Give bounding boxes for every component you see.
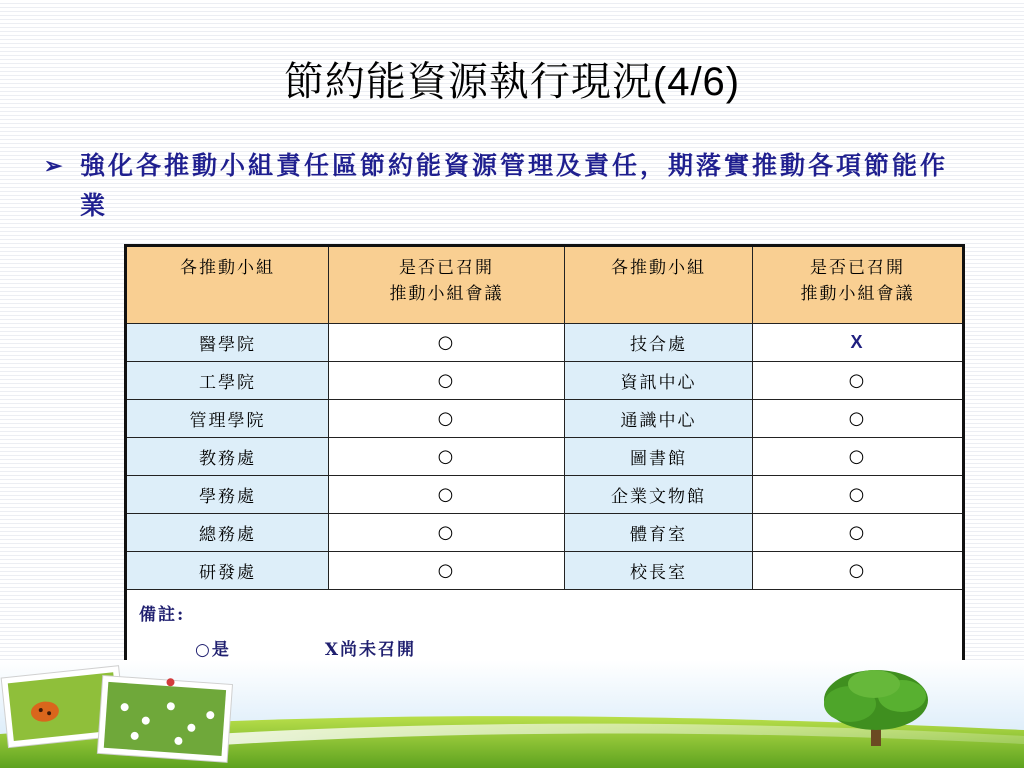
table-row <box>126 324 964 362</box>
meeting-status: ○ <box>329 324 565 362</box>
dept-name: 通識中心 <box>565 400 753 438</box>
dept-name: 學務處 <box>126 476 329 514</box>
header-label: 各推動小組 <box>180 258 275 278</box>
dept-name: 體育室 <box>565 514 753 552</box>
bullet-point <box>44 146 974 226</box>
table-header-row <box>126 246 964 324</box>
meeting-status: ○ <box>753 400 964 438</box>
header-cell <box>753 246 964 324</box>
table-row <box>126 552 964 590</box>
header-label: 推動小組會議 <box>800 284 915 304</box>
dept-name: 醫學院 <box>126 324 329 362</box>
table-row <box>126 476 964 514</box>
table-row <box>126 438 964 476</box>
meeting-status: ○ <box>329 476 565 514</box>
meeting-status: ○ <box>329 400 565 438</box>
bullet-text: 強化各推動小組責任區節約能資源管理及責任，期落實推動各項節能作業 <box>80 151 949 220</box>
slide-title-number: (4/6) <box>652 60 741 104</box>
legend-no: X尚未召開 <box>324 640 417 660</box>
note-title: 備註: <box>139 605 186 625</box>
meeting-status: ○ <box>329 438 565 476</box>
dept-name: 研發處 <box>126 552 329 590</box>
arrow-bullet-icon: ➢ <box>44 153 66 179</box>
committee-meeting-table <box>124 244 965 683</box>
table-row <box>126 362 964 400</box>
dept-name: 校長室 <box>565 552 753 590</box>
decorative-footer <box>0 660 1024 768</box>
meeting-status: ○ <box>753 476 964 514</box>
header-label: 各推動小組 <box>611 258 706 278</box>
meeting-status: X <box>753 324 964 362</box>
meeting-status: ○ <box>753 438 964 476</box>
dept-name: 企業文物館 <box>565 476 753 514</box>
dept-name: 教務處 <box>126 438 329 476</box>
nature-banner-illustration <box>0 660 1024 768</box>
daisy-field-photo <box>97 673 232 762</box>
slide-title <box>0 50 1024 107</box>
meeting-status: ○ <box>329 552 565 590</box>
dept-name: 總務處 <box>126 514 329 552</box>
header-cell <box>126 246 329 324</box>
meeting-status: ○ <box>753 514 964 552</box>
dept-name: 圖書館 <box>565 438 753 476</box>
header-cell <box>329 246 565 324</box>
note-legend <box>139 635 950 660</box>
header-label: 是否已召開 <box>399 258 494 278</box>
header-cell <box>565 246 753 324</box>
meeting-status: ○ <box>329 362 565 400</box>
legend-yes: ○是 <box>195 640 231 660</box>
meeting-status: ○ <box>753 362 964 400</box>
table-row <box>126 400 964 438</box>
header-label: 推動小組會議 <box>389 284 504 304</box>
meeting-status: ○ <box>753 552 964 590</box>
dept-name: 管理學院 <box>126 400 329 438</box>
meeting-status: ○ <box>329 514 565 552</box>
dept-name: 工學院 <box>126 362 329 400</box>
table-row <box>126 514 964 552</box>
dept-name: 資訊中心 <box>565 362 753 400</box>
dept-name: 技合處 <box>565 324 753 362</box>
slide-title-main: 節約能資源執行現況 <box>283 59 653 105</box>
header-label: 是否已召開 <box>810 258 905 278</box>
